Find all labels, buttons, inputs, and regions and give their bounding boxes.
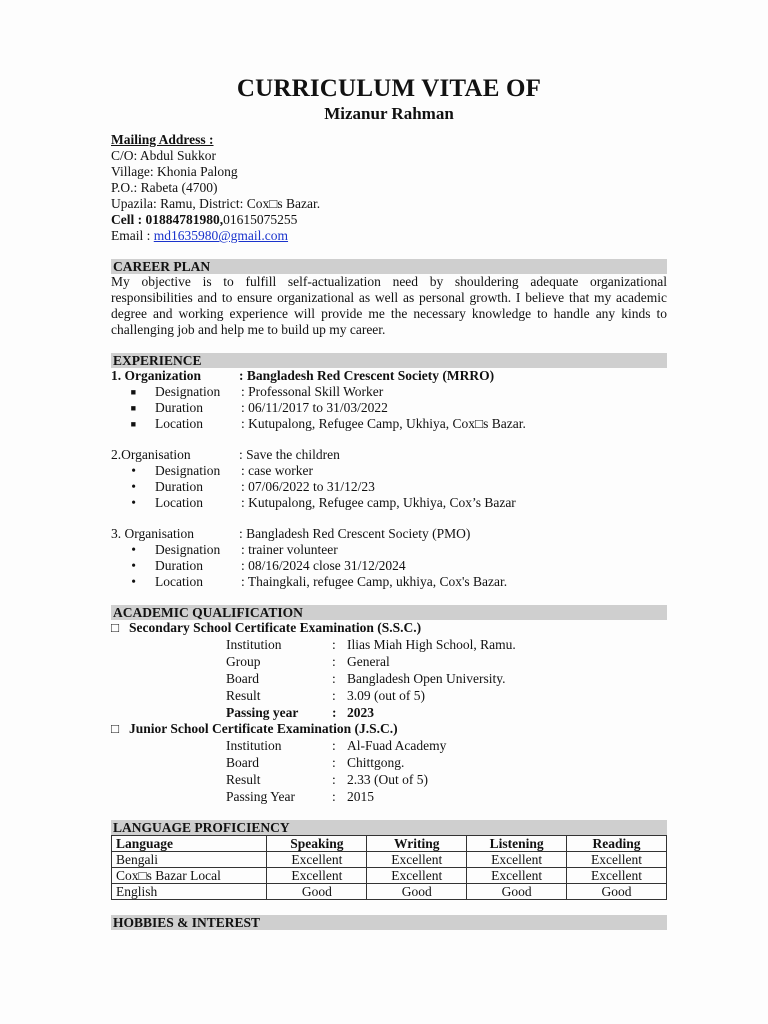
- detail-key: Designation: [155, 463, 221, 478]
- language-column-header: Language: [112, 836, 267, 852]
- colon: :: [332, 637, 336, 652]
- address-line: Village: Khonia Palong: [111, 164, 238, 179]
- exam-detail-value: Ilias Miah High School, Ramu.: [347, 637, 516, 652]
- cv-content: [111, 74, 667, 930]
- email-link[interactable]: md1635980@gmail.com: [153, 228, 289, 243]
- address-line: C/O: Abdul Sukkor: [111, 148, 217, 163]
- proficiency-cell: Excellent: [367, 868, 467, 884]
- language-name: English: [112, 884, 267, 900]
- experience-detail-row: [111, 479, 667, 495]
- detail-value: : 08/16/2024 close 31/12/2024: [241, 558, 406, 573]
- detail-key: Location: [155, 574, 203, 589]
- exam-detail-row: [111, 771, 667, 788]
- exam-detail-value: 2.33 (Out of 5): [347, 772, 428, 787]
- bullet-icon: •: [131, 558, 136, 573]
- exam-detail-key: Result: [226, 772, 261, 787]
- proficiency-cell: Good: [467, 884, 567, 900]
- organization-label: 1. Organization: [111, 368, 201, 383]
- cell-line: [111, 212, 667, 228]
- exam-title: Junior School Certificate Examination (J.S.C.): [129, 721, 398, 736]
- detail-value: : Kutupalong, Refugee Camp, Ukhiya, Cox□s Bazar.: [241, 416, 526, 431]
- address-line: Upazila: Ramu, District: Cox□s Bazar.: [111, 196, 321, 211]
- exam-detail-row: [111, 636, 667, 653]
- exam-detail-value: Bangladesh Open University.: [347, 671, 506, 686]
- proficiency-cell: Excellent: [367, 852, 467, 868]
- bullet-icon: •: [131, 542, 136, 557]
- exam-detail-key: Institution: [226, 738, 282, 753]
- language-column-header: Listening: [467, 836, 567, 852]
- detail-key: Designation: [155, 384, 221, 399]
- detail-key: Duration: [155, 400, 203, 415]
- detail-key: Location: [155, 416, 203, 431]
- organization-label: 2.Organisation: [111, 447, 191, 462]
- detail-value: : 07/06/2022 to 31/12/23: [241, 479, 375, 494]
- exam-detail-value: 2023: [347, 705, 374, 720]
- detail-key: Duration: [155, 479, 203, 494]
- exam-detail-key: Institution: [226, 637, 282, 652]
- bullet-icon: ■: [130, 419, 136, 429]
- exam-title-row: [111, 620, 667, 636]
- bullet-icon: ■: [130, 387, 136, 397]
- experience-detail-row: [111, 558, 667, 574]
- detail-value: : case worker: [241, 463, 313, 478]
- exam-detail-key: Board: [226, 671, 259, 686]
- exam-detail-value: Al-Fuad Academy: [347, 738, 447, 753]
- language-heading: LANGUAGE PROFICIENCY: [111, 820, 667, 835]
- experience-detail-row: [111, 542, 667, 558]
- bullet-icon: •: [131, 479, 136, 494]
- address-line: P.O.: Rabeta (4700): [111, 180, 218, 195]
- exam-detail-row: [111, 687, 667, 704]
- exam-detail-value: 2015: [347, 789, 374, 804]
- experience-detail-row: [111, 416, 667, 432]
- language-name: Cox□s Bazar Local: [112, 868, 267, 884]
- spacer: [111, 432, 667, 447]
- colon: :: [332, 755, 336, 770]
- experience-detail-row: [111, 400, 667, 416]
- exam-detail-key: Group: [226, 654, 261, 669]
- organization-row: [111, 447, 667, 463]
- cell-label: Cell : 01884781980,: [111, 212, 224, 227]
- checkbox-icon: □: [111, 721, 120, 736]
- bullet-icon: ■: [130, 403, 136, 413]
- organization-value: : Bangladesh Red Crescent Society (MRRO): [239, 368, 495, 383]
- mailing-heading: Mailing Address :: [111, 132, 214, 147]
- exam-title: Secondary School Certificate Examination (S.S.C.): [129, 620, 422, 635]
- cv-title: CURRICULUM VITAE OF: [236, 75, 542, 102]
- organization-value: : Bangladesh Red Crescent Society (PMO): [239, 526, 471, 541]
- exam-detail-value: 3.09 (out of 5): [347, 688, 425, 703]
- spacer: [111, 511, 667, 526]
- exam-detail-row: [111, 788, 667, 805]
- exam-detail-key: Passing year: [226, 705, 299, 720]
- checkbox-icon: □: [111, 620, 120, 635]
- colon: :: [332, 705, 337, 720]
- academic-list: [111, 620, 667, 805]
- proficiency-cell: Excellent: [467, 852, 567, 868]
- academic-heading: ACADEMIC QUALIFICATION: [111, 605, 667, 620]
- organization-value: : Save the children: [239, 447, 340, 462]
- exam-detail-row: [111, 653, 667, 670]
- proficiency-cell: Good: [267, 884, 367, 900]
- exam-detail-row: [111, 704, 667, 721]
- cv-name: Mizanur Rahman: [324, 104, 454, 123]
- proficiency-cell: Good: [567, 884, 667, 900]
- language-row: [112, 852, 667, 868]
- language-row: [112, 868, 667, 884]
- career-text: My objective is to fulfill self-actualization need by shouldering adequate organizational responsibilities and to ensure organizational as well as personal growth. I believe that my academic degree and working experience will provide me the necessary knowledge to handle any kinds to challenging job and help me to build up my career.: [111, 274, 667, 337]
- exam-detail-key: Board: [226, 755, 259, 770]
- detail-value: : trainer volunteer: [241, 542, 338, 557]
- hobbies-heading: HOBBIES & INTEREST: [111, 915, 667, 930]
- experience-detail-row: [111, 463, 667, 479]
- detail-key: Designation: [155, 542, 221, 557]
- colon: :: [332, 688, 336, 703]
- proficiency-cell: Excellent: [567, 852, 667, 868]
- colon: :: [332, 671, 336, 686]
- organization-row: [111, 526, 667, 542]
- proficiency-cell: Excellent: [267, 868, 367, 884]
- cell-extra: 01615075255: [223, 212, 298, 227]
- email-line: [111, 228, 667, 244]
- organization-row: [111, 368, 667, 384]
- experience-list: [111, 368, 667, 590]
- organization-label: 3. Organisation: [111, 526, 194, 541]
- detail-key: Location: [155, 495, 203, 510]
- language-table: [111, 835, 667, 900]
- exam-detail-row: [111, 754, 667, 771]
- proficiency-cell: Excellent: [467, 868, 567, 884]
- detail-value: : Kutupalong, Refugee camp, Ukhiya, Cox’s Bazar: [241, 495, 516, 510]
- bullet-icon: •: [131, 463, 136, 478]
- proficiency-cell: Excellent: [267, 852, 367, 868]
- proficiency-cell: Good: [367, 884, 467, 900]
- career-heading: CAREER PLAN: [111, 259, 667, 274]
- detail-key: Duration: [155, 558, 203, 573]
- experience-detail-row: [111, 384, 667, 400]
- language-column-header: Reading: [567, 836, 667, 852]
- exam-detail-key: Passing Year: [226, 789, 296, 804]
- experience-detail-row: [111, 574, 667, 590]
- language-column-header: Speaking: [267, 836, 367, 852]
- bullet-icon: •: [131, 495, 136, 510]
- colon: :: [332, 772, 336, 787]
- colon: :: [332, 789, 336, 804]
- exam-detail-row: [111, 670, 667, 687]
- colon: :: [332, 738, 336, 753]
- colon: :: [332, 654, 336, 669]
- exam-detail-row: [111, 737, 667, 754]
- mailing-address: [111, 132, 667, 244]
- language-table-header: [112, 836, 667, 852]
- experience-detail-row: [111, 495, 667, 511]
- language-column-header: Writing: [367, 836, 467, 852]
- bullet-icon: •: [131, 574, 136, 589]
- exam-detail-value: General: [347, 654, 390, 669]
- proficiency-cell: Excellent: [567, 868, 667, 884]
- detail-value: : Professonal Skill Worker: [241, 384, 384, 399]
- exam-title-row: [111, 721, 667, 737]
- language-row: [112, 884, 667, 900]
- email-label: Email :: [111, 228, 154, 243]
- language-table-body: [112, 852, 667, 900]
- exam-detail-value: Chittgong.: [347, 755, 405, 770]
- experience-heading: EXPERIENCE: [111, 353, 667, 368]
- detail-value: : Thaingkali, refugee Camp, ukhiya, Cox's Bazar.: [241, 574, 508, 589]
- language-name: Bengali: [112, 852, 267, 868]
- exam-detail-key: Result: [226, 688, 261, 703]
- detail-value: : 06/11/2017 to 31/03/2022: [241, 400, 388, 415]
